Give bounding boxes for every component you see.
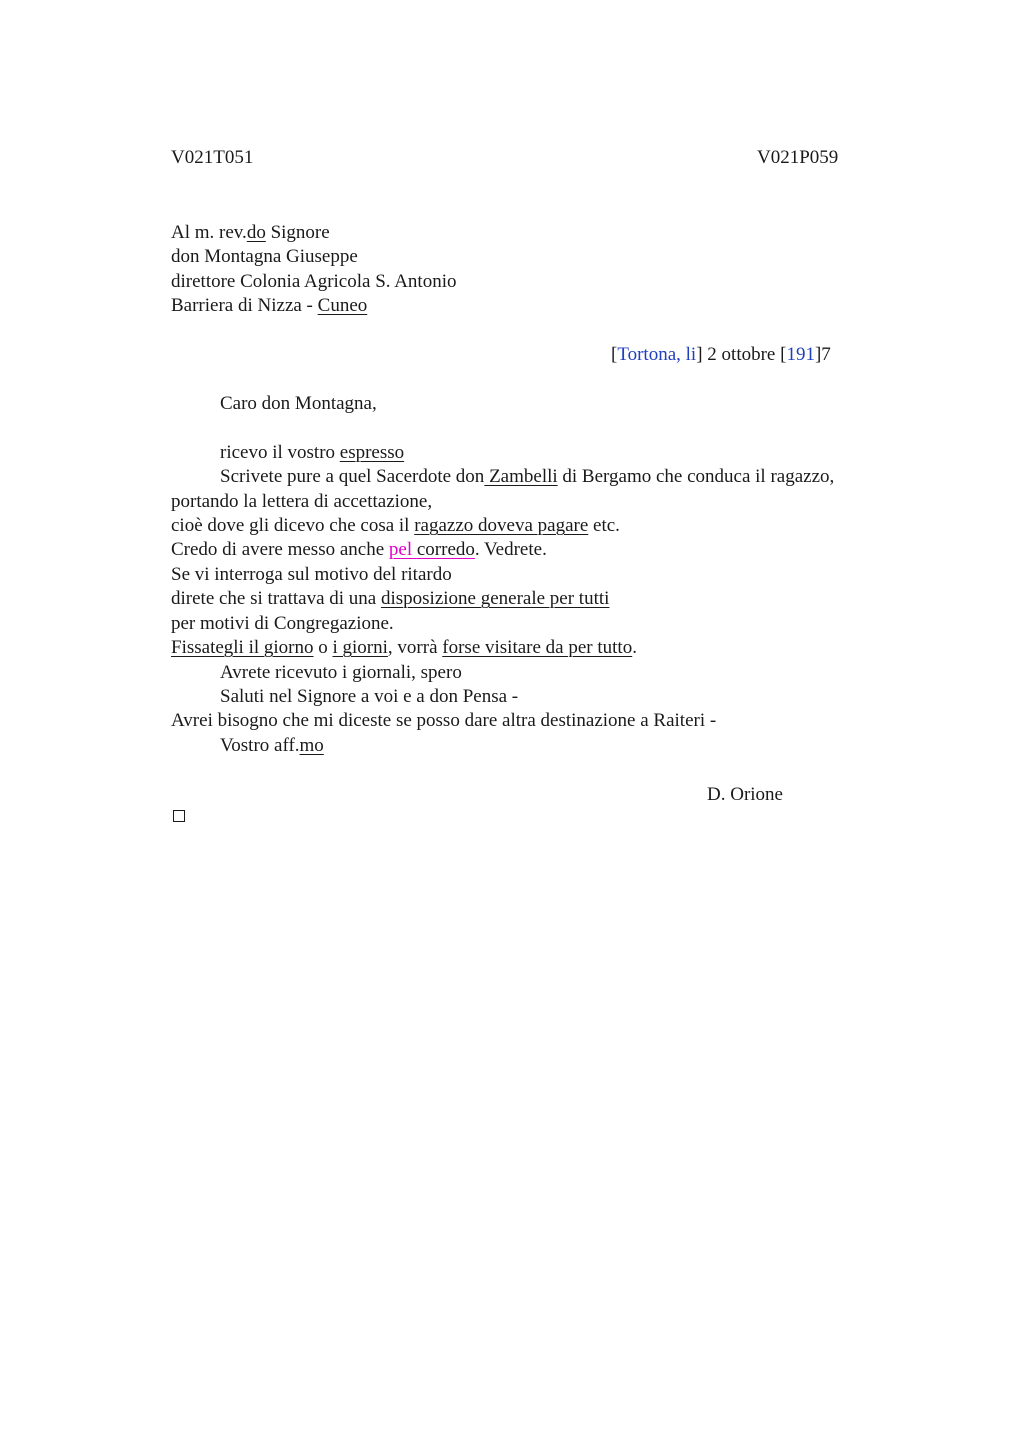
empty-checkbox-icon <box>173 810 185 822</box>
body-line-8: per motivi di Congregazione. <box>171 613 394 634</box>
signature: D. Orione <box>707 784 783 805</box>
body-line-3: portando la lettera di accettazione, <box>171 491 433 512</box>
body-line-1: ricevo il vostro espresso <box>220 442 405 463</box>
body-line-2: Scrivete pure a quel Sacerdote don Zambelli di Bergamo che conduca il ragazzo, <box>220 466 835 487</box>
address-line-2: don Montagna Giuseppe <box>171 246 358 267</box>
body-line-4: cioè dove gli dicevo che cosa il ragazzo doveva pagare etc. <box>171 515 620 536</box>
document-code-right: V021P059 <box>757 147 839 168</box>
body-line-7: direte che si trattava di una disposizione generale per tutti <box>171 588 610 609</box>
body-line-10: Avrete ricevuto i giornali, spero <box>220 662 462 683</box>
correction-mark: pel <box>388 539 417 560</box>
body-line-12: Avrei bisogno che mi diceste se posso dare altra destinazione a Raiteri - <box>171 710 717 731</box>
document-code-left: V021T051 <box>171 147 254 168</box>
body-line-11: Saluti nel Signore a voi e a don Pensa - <box>220 686 519 707</box>
body-line-5: Credo di avere messo anche pel corredo. Vedrete. <box>171 539 547 560</box>
body-line-9: Fissategli il giorno o i giorni, vorrà forse visitare da per tutto. <box>171 637 637 658</box>
address-line-1: Al m. rev.do Signore <box>171 222 330 243</box>
closing-line: Vostro aff.mo <box>220 735 324 756</box>
body-line-6: Se vi interroga sul motivo del ritardo <box>171 564 452 585</box>
date-line: [Tortona, li] 2 ottobre [191]7 <box>611 344 831 365</box>
address-line-3: direttore Colonia Agricola S. Antonio <box>171 271 457 292</box>
address-line-4: Barriera di Nizza - Cuneo <box>171 295 368 316</box>
salutation: Caro don Montagna, <box>220 393 377 414</box>
